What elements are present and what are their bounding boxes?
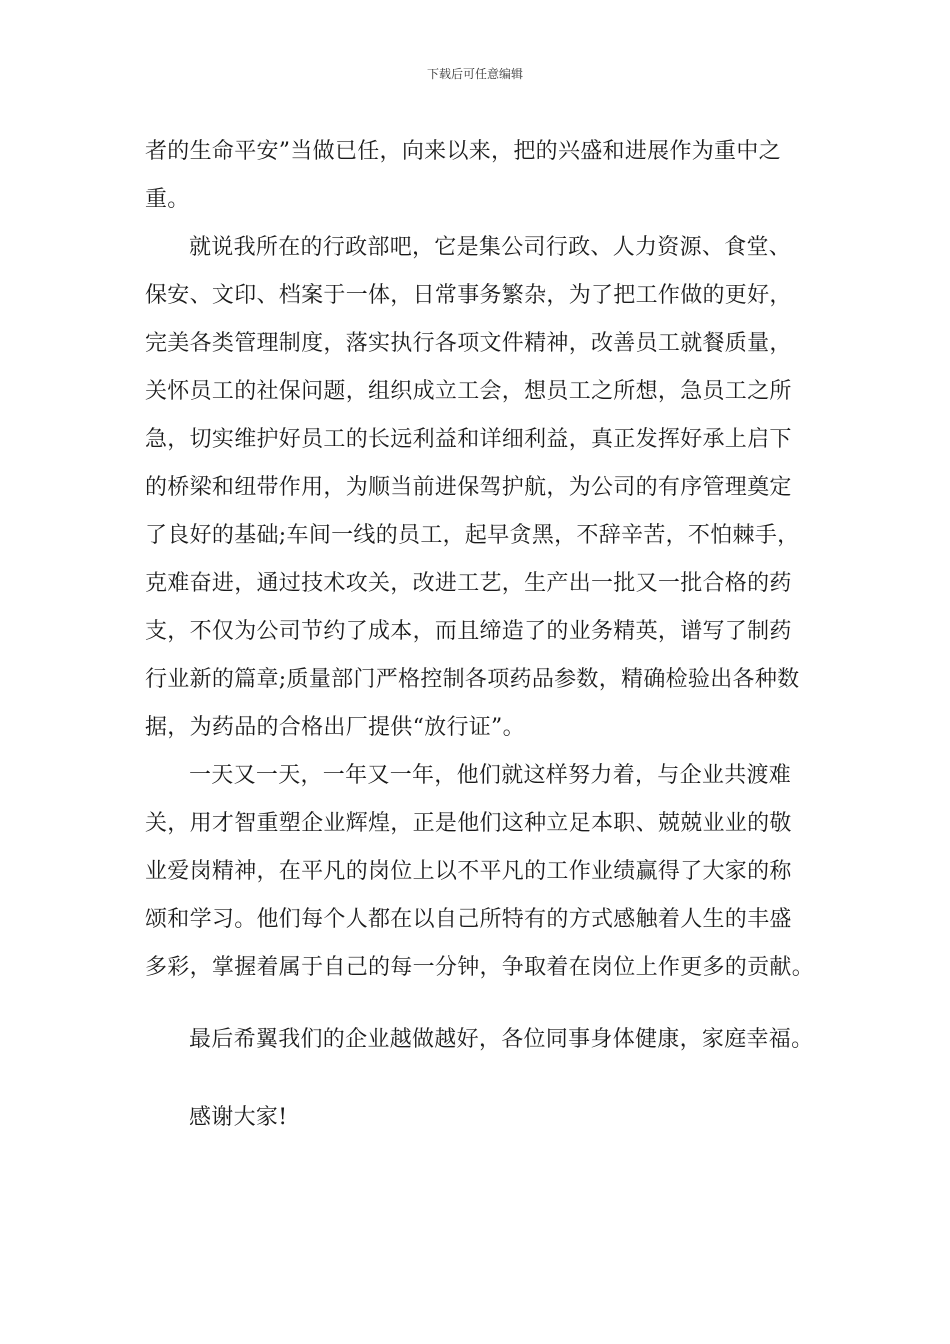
paragraph-3 (145, 752, 815, 992)
text-line: 的桥梁和纽带作用，为顺当前进保驾护航，为公司的有序管理奠定 (145, 475, 792, 500)
text-line: 重。 (145, 187, 190, 212)
text-line: 完美各类管理制度，落实执行各项文件精神，改善员工就餐质量， (145, 331, 792, 356)
text-line: 关，用才智重塑企业辉煌，正是他们这种立足本职、兢兢业业的敬 (145, 811, 792, 836)
text-line: 者的生命平安”当做已任，向来以来，把的兴盛和进展作为重中之 (145, 139, 781, 164)
text-line: 多彩，掌握着属于自己的每一分钟，争取着在岗位上作更多的贡献。 (145, 955, 815, 980)
text-line: 保安、文印、档案于一体，日常事务繁杂，为了把工作做的更好， (145, 283, 792, 308)
text-line: 一天又一天，一年又一年，他们就这样努力着，与企业共渡难 (189, 763, 792, 788)
paragraph-1 (145, 128, 810, 224)
paragraph-5 (145, 1094, 810, 1142)
text-line: 支，不仅为公司节约了成本，而且缔造了的业务精英，谱写了制药 (145, 619, 792, 644)
text-line: 业爱岗精神，在平凡的岗位上以不平凡的工作业绩赢得了大家的称 (145, 859, 792, 884)
paragraph-2 (145, 224, 810, 752)
text-line: 行业新的篇章;质量部门严格控制各项药品参数，精确检验出各种数 (145, 667, 800, 692)
page-header: 下载后可任意编辑 (426, 67, 523, 81)
text-line: 感谢大家! (189, 1105, 288, 1130)
paragraph-4 (145, 1016, 814, 1064)
text-line: 关怀员工的社保问题，组织成立工会，想员工之所想，急员工之所 (145, 379, 792, 404)
text-line: 克难奋进，通过技术攻关，改进工艺，生产出一批又一批合格的药 (145, 571, 792, 596)
text-line: 颂和学习。他们每个人都在以自己所特有的方式感触着人生的丰盛 (145, 907, 792, 932)
text-line: 最后希翼我们的企业越做越好，各位同事身体健康，家庭幸福。 (189, 1027, 814, 1052)
text-line: 急，切实维护好员工的长远利益和详细利益，真正发挥好承上启下 (145, 427, 792, 452)
text-line: 就说我所在的行政部吧，它是集公司行政、人力资源、食堂、 (189, 235, 792, 260)
text-line: 据，为药品的合格出厂提供“放行证”。 (145, 715, 525, 740)
text-line: 了良好的基础;车间一线的员工，起早贪黑，不辞辛苦，不怕棘手， (145, 523, 800, 548)
document-body (145, 128, 815, 1142)
